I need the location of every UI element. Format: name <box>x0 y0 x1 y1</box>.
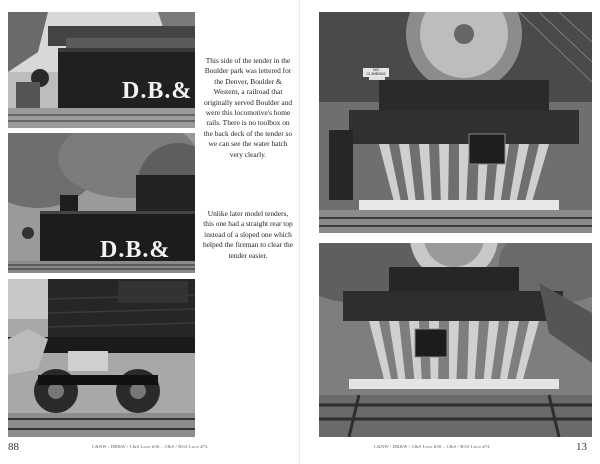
right-page <box>300 0 600 464</box>
tender-lettering-middle: D.B.& <box>100 237 171 263</box>
tender-lettering-top: D.B.& <box>122 78 193 104</box>
caption-tender-lettering: This side of the tender in the Boulder park was lettered for the Denver, Boulder & Western, a railroad that originally served Boulder and were this locomotive's home rails. There is no toolbox on the back deck of the tender so we can see the water hatch very clearly. <box>203 56 293 159</box>
page-number-right: 13 <box>576 441 587 453</box>
pilot-photo-bottom <box>319 243 592 437</box>
running-footer-right: C&NW / DB&W / C&S Loco #30... C&S / RGS Loco #74 <box>374 444 490 449</box>
tender-photo-middle <box>8 133 195 273</box>
pilot-photo-top <box>319 12 592 233</box>
tender-photo-bottom <box>8 279 195 437</box>
tender-photo-top <box>8 12 195 128</box>
running-footer-left: C&NW / DB&W / C&S Loco #30... C&S / RGS Loco #74 <box>92 444 208 449</box>
caption-tender-top: Unlike later model tenders, this one had a straight rear top instead of a sloped one which helped the fireman to clear the tender easier. <box>202 209 294 260</box>
page-number-left: 88 <box>8 441 19 453</box>
no-climbing-sign: NO CLIMBING <box>363 68 389 77</box>
